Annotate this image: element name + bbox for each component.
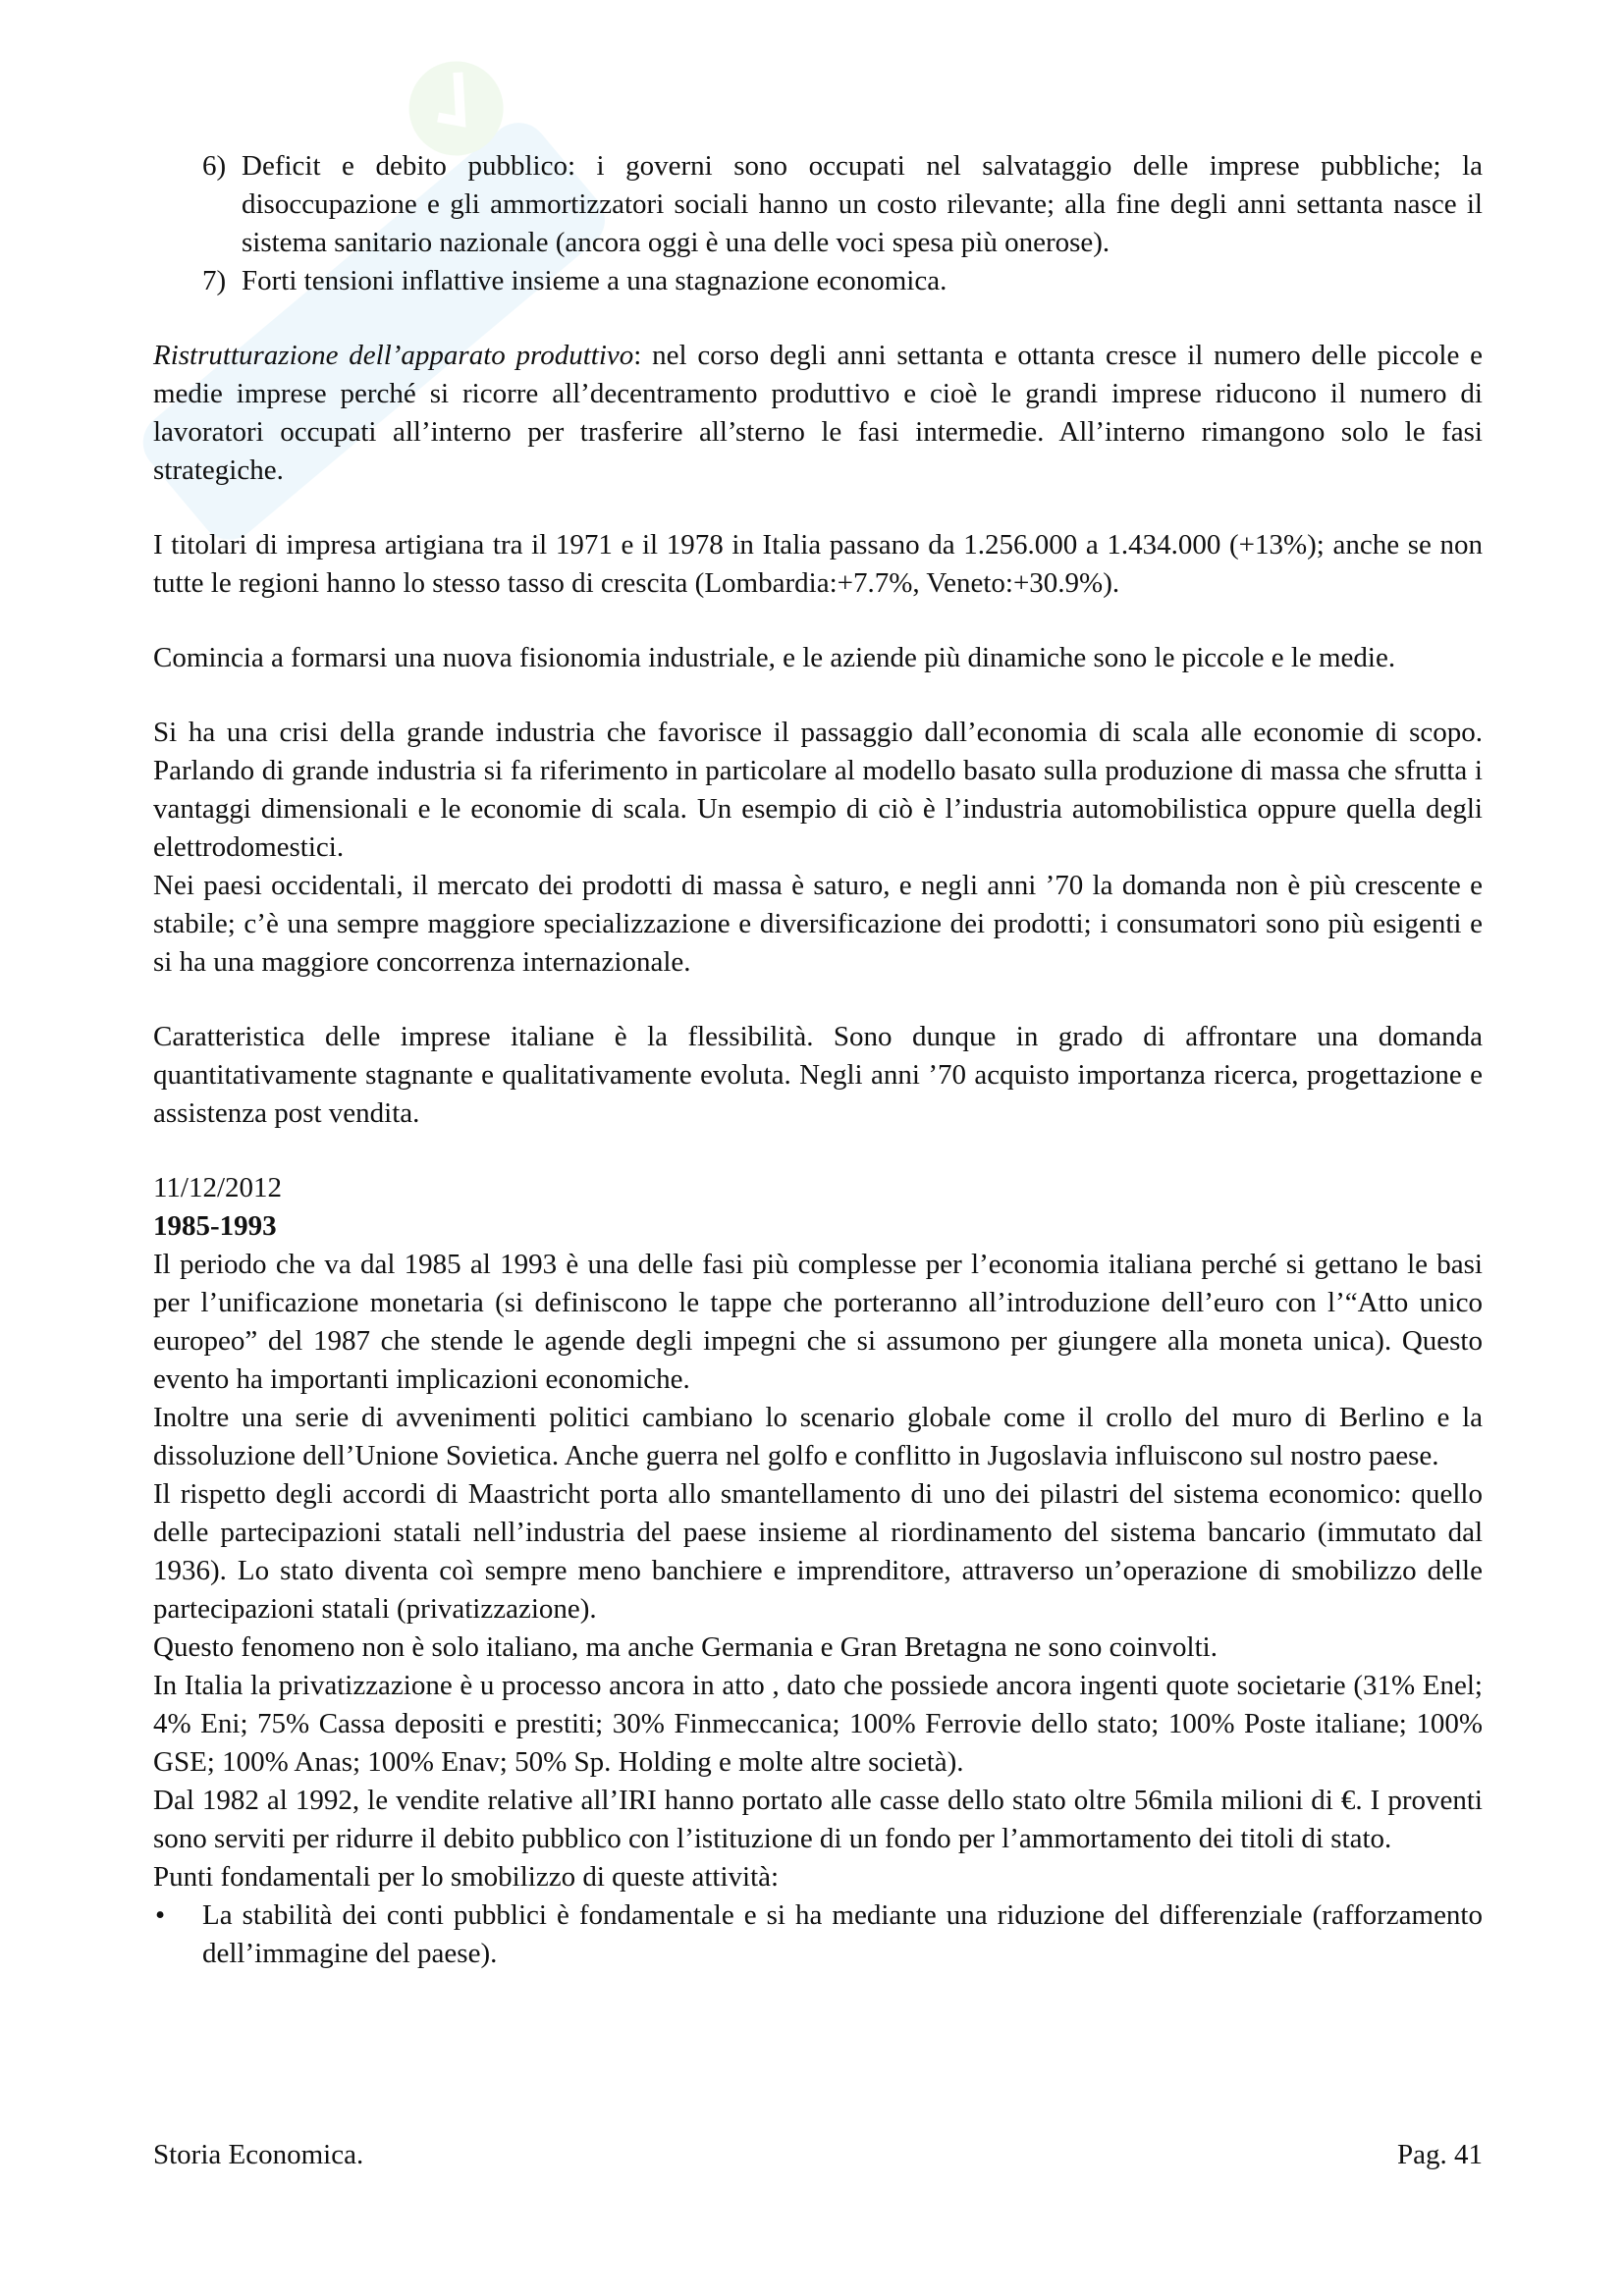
paragraph-caratteristica: Caratteristica delle imprese italiane è la flessibilità. Sono dunque in grado di affrontare una domanda quantitativamente stagnante e qualitativamente evoluta. Negli anni ’70 acquisto importanza ricerca, progettazione e assistenza post vendita. [153,1021,1483,1129]
section-date: 11/12/2012 [153,1172,283,1203]
list-item-number: 6) [202,150,227,182]
list-item [153,262,1483,300]
numbered-list [153,147,1483,300]
page-content [153,147,1483,1973]
bullet-item [153,1896,1483,1973]
list-item-text: Deficit e debito pubblico: i governi sono occupati nel salvataggio delle imprese pubbliche; la disoccupazione e gli ammortizzatori sociali hanno un costo rilevante; alla fine degli anni settanta nasce il sistema sanitario nazionale (ancora oggi è una delle voci spesa più onerose). [242,150,1483,258]
section-paragraph: Inoltre una serie di avvenimenti politici cambiano lo scenario globale come il crollo del muro di Berlino e la dissoluzione dell’Unione Sovietica. Anche guerra nel golfo e conflitto in Jugoslavia influiscono sul nostro paese. [153,1402,1483,1471]
section-paragraph: Dal 1982 al 1992, le vendite relative all’IRI hanno portato alle casse dello stato oltre 56mila milioni di €. I proventi sono serviti per ridurre il debito pubblico con l’istituzione di un fondo per l’ammortamento dei titoli di stato. [153,1785,1483,1854]
section-paragraph: Questo fenomeno non è solo italiano, ma anche Germania e Gran Bretagna ne sono coinvolti. [153,1631,1218,1663]
paragraph-ristrutturazione [153,337,1483,490]
page-footer [153,2136,1483,2174]
footer-course-title: Storia Economica. [153,2139,364,2170]
section-paragraph: In Italia la privatizzazione è u processo ancora in atto , dato che possiede ancora ingenti quote societarie (31% Enel; 4% Eni; 75% Cassa depositi e prestiti; 30% Finmeccanica; 100% Ferrovie dello stato; 100% Poste italiane; 100% GSE; 100% Anas; 100% Enav; 50% Sp. Holding e molte altre società). [153,1670,1483,1778]
paragraph-crisi: Si ha una crisi della grande industria che favorisce il passaggio dall’economia di scala alle economie di scopo. Parlando di grande industria si fa riferimento in particolare al modello basato sulla produzione di massa che sfrutta i vantaggi dimensionali e le economie di scala. Un esempio di ciò è l’industria automobilistica oppure quella degli elettrodomestici. [153,717,1483,863]
section-title: 1985-1993 [153,1210,277,1242]
paragraph-paesi-occidentali: Nei paesi occidentali, il mercato dei prodotti di massa è saturo, e negli anni ’70 la domanda non è più crescente e stabile; c’è una sempre maggiore specializzazione e diversificazione dei prodotti; i consumatori sono più esigenti e si ha una maggiore concorrenza internazionale. [153,870,1483,978]
list-item [153,147,1483,262]
section-paragraph: Il rispetto degli accordi di Maastricht porta allo smantellamento di uno dei pilastri del sistema economico: quello delle partecipazioni statali nell’industria del paese insieme al riordinamento del sistema bancario (immutato dal 1936). Lo stato diventa coì sempre meno banchiere e imprenditore, attraverso un’operazione di smobilizzo delle partecipazioni statali (privatizzazione). [153,1478,1483,1625]
ristrutturazione-text: : nel corso degli anni settanta e ottanta cresce il numero delle piccole e medie imprese perché si ricorre all’decentramento produttivo e cioè le grandi imprese riducono il numero di lavoratori occupati all’interno per trasferire all’sterno le fasi intermedie. All’interno rimangono solo le fasi strategiche. [153,340,1483,486]
list-item-number: 7) [202,265,227,296]
bullet-list [153,1896,1483,1973]
paragraph-titolari: I titolari di impresa artigiana tra il 1971 e il 1978 in Italia passano da 1.256.000 a 1.434.000 (+13%); anche se non tutte le regioni hanno lo stesso tasso di crescita (Lombardia:+7.7%, Veneto:+30.9%). [153,529,1483,599]
ristrutturazione-label: Ristrutturazione dell’apparato produttivo [153,340,634,371]
bullet-text: La stabilità dei conti pubblici è fondamentale e si ha mediante una riduzione del differenziale (rafforzamento dell’immagine del paese). [202,1899,1483,1969]
paragraph-fisionomia: Comincia a formarsi una nuova fisionomia industriale, e le aziende più dinamiche sono le piccole e le medie. [153,642,1396,673]
section-paragraph: Punti fondamentali per lo smobilizzo di queste attività: [153,1861,780,1893]
section-paragraph: Il periodo che va dal 1985 al 1993 è una delle fasi più complesse per l’economia italiana perché si gettano le basi per l’unificazione monetaria (si definiscono le tappe che porteranno all’introduzione dell’euro con l’“Atto unico europeo” del 1987 che stende le agende degli impegni che si assumono per giungere alla moneta unica). Questo evento ha importanti implicazioni economiche. [153,1249,1483,1395]
list-item-text: Forti tensioni inflattive insieme a una stagnazione economica. [242,265,947,296]
footer-page-number: Pag. 41 [1397,2139,1483,2170]
bullet-icon: • [155,1899,166,1931]
